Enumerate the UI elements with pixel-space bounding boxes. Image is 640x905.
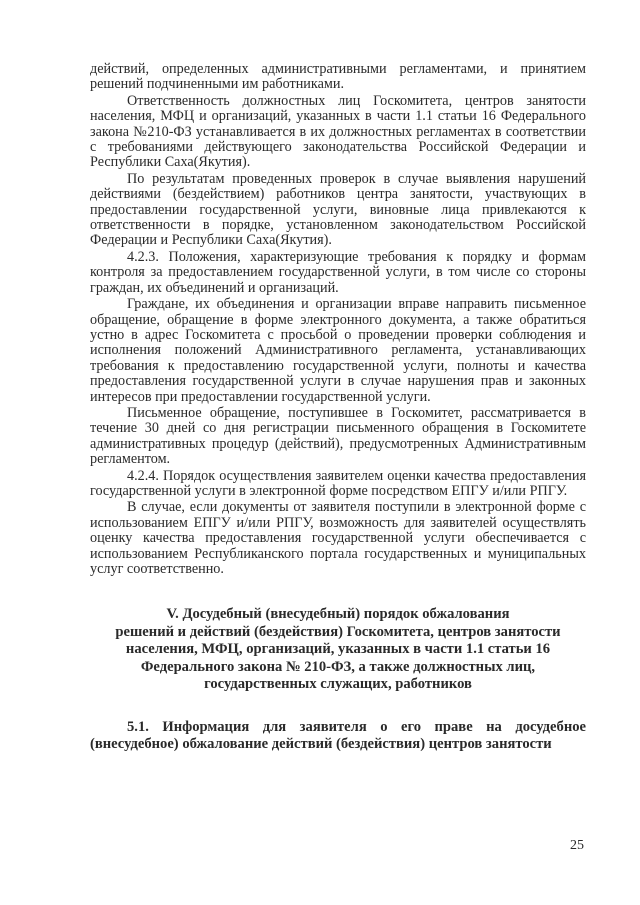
paragraph-8: В случае, если документы от заявителя поступили в электронной форме с использованием ЕПГУ и/или РПГУ, возможность для заявителей осуществлять оценку качества предоставления государственной услуги обеспечивается с использованием Республиканского портала государственных и муниципальных услуг соответственно. <box>90 499 586 577</box>
page-number: 25 <box>570 838 584 853</box>
paragraph-4: 4.2.3. Положения, характеризующие требования к порядку и формам контроля за предоставлением государственной услуги, в том числе со стороны граждан, их объединений и организаций. <box>90 248 586 296</box>
paragraph-7: 4.2.4. Порядок осуществления заявителем оценки качества предоставления государственной услуги в электронной форме посредством ЕПГУ и/или РПГУ. <box>90 467 586 499</box>
paragraph-5: Граждане, их объединения и организации вправе направить письменное обращение, обращение в форме электронного документа, а также обратиться устно в адрес Госкомитета с просьбой о проведении проверки соблюдения и исполнения положений Административного регламента, устанавливающих требования к предоставлению государственной услуги, полноты и качества предоставления государственной услуги в случае нарушения прав и законных интересов при предоставлении государственной услуги. <box>90 296 586 405</box>
document-body <box>90 62 586 752</box>
paragraph-6: Письменное обращение, поступившее в Госкомитет, рассматривается в течение 30 дней со дня регистрации письменного обращения в Госкомитете административных процедур (действий), предусмотренных Административным регламентом. <box>90 404 586 468</box>
section-heading-line-5: государственных служащих, работников <box>204 676 472 693</box>
section-heading-line-1: V. Досудебный (внесудебный) порядок обжалования <box>166 606 510 623</box>
section-heading-line-2: решений и действий (бездействия) Госкомитета, центров занятости <box>115 623 561 640</box>
subsection-heading: 5.1. Информация для заявителя о его праве на досудебное (внесудебное) обжалование действий (бездействия) центров занятости <box>90 719 586 752</box>
paragraph-3: По результатам проведенных проверок в случае выявления нарушений действиями (бездействием) работников центра занятости, участвующих в предоставлении государственной услуги, виновные лица привлекаются к ответственности в порядке, установленном законодательством Российской Федерации и Республики Саха(Якутия). <box>90 170 586 249</box>
section-heading-line-4: Федерального закона № 210-ФЗ, а также должностных лиц, <box>140 658 536 675</box>
section-heading-line-3: населения, МФЦ, организаций, указанных в части 1.1 статьи 16 <box>125 641 551 658</box>
section-heading <box>90 606 586 693</box>
paragraph-2: Ответственность должностных лиц Госкомитета, центров занятости населения, МФЦ и организаций, указанных в части 1.1 статьи 16 Федерального закона №210-ФЗ устанавливается в их должностных регламентах в соответствии с требованиями действующего законодательства Российской Федерации и Республики Саха(Якутия). <box>90 92 586 171</box>
paragraph-1: действий, определенных административными регламентами, и принятием решений подчиненными им работниками. <box>90 61 586 93</box>
